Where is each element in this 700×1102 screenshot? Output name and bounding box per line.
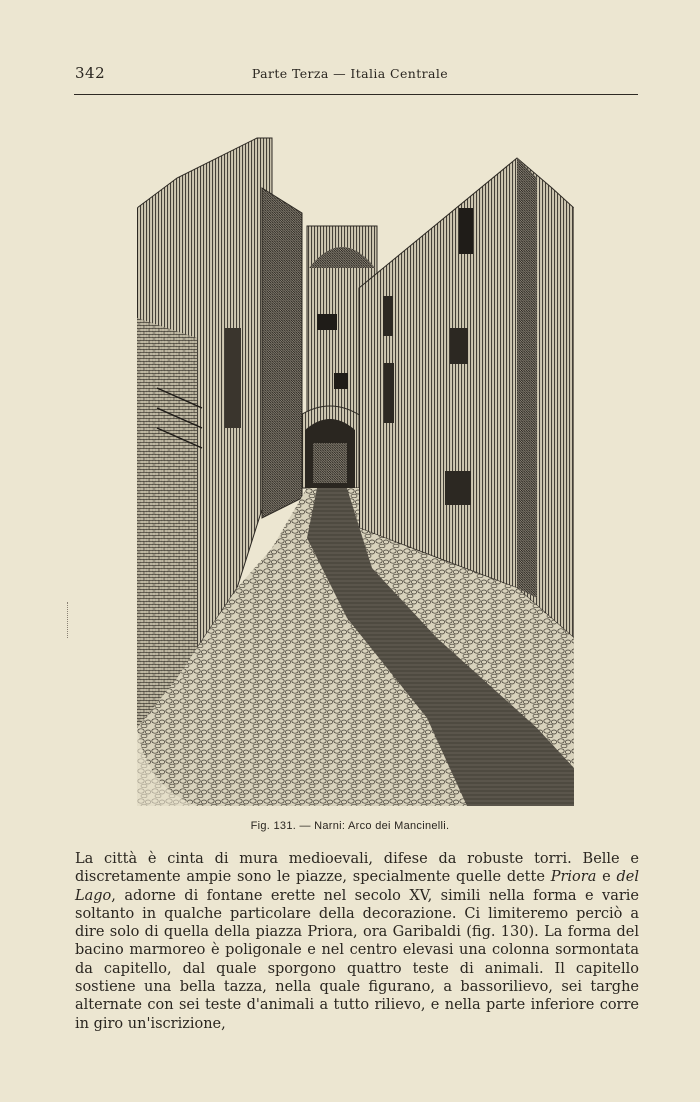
figure-engraving (137, 118, 574, 806)
body-text-part: La città è cinta di mura medioevali, difese da robuste torri. Belle e discretamente ampie sono le piazze, specialmente quelle dette (75, 851, 639, 886)
running-title: Parte Terza — Italia Centrale (251, 66, 449, 81)
body-italic-priora: Priora (550, 869, 597, 886)
figure-caption: Fig. 131. — Narni: Arco dei Mancinelli. (250, 820, 450, 832)
engraving-illustration (137, 118, 574, 806)
header-rule (74, 94, 638, 95)
page-number: 342 (75, 64, 106, 82)
body-paragraph (75, 850, 639, 1033)
body-text-part: , adorne di fontane erette nel secolo XV, simili nella forma e varie soltanto in qualche particolare della decorazione. Ci limiteremo perciò a dire solo di quella della piazza Priora, ora Garibaldi (fig. 130). La forma del bacino marmoreo è poligonale e nel centro elevasi una colonna sormontata da capitello, dal quale sporgono quattro teste di animali. Il capitello sostiene una bella tazza, nella quale figurano, a bassorilievo, sei targhe alternate con sei teste d'animali a tutto rilievo, e nella parte inferiore corre in giro un'iscrizione, (75, 887, 639, 1032)
body-italic-del-lago: del Lago (75, 869, 639, 904)
margin-mark (67, 602, 69, 638)
body-text-part: e (596, 869, 617, 886)
